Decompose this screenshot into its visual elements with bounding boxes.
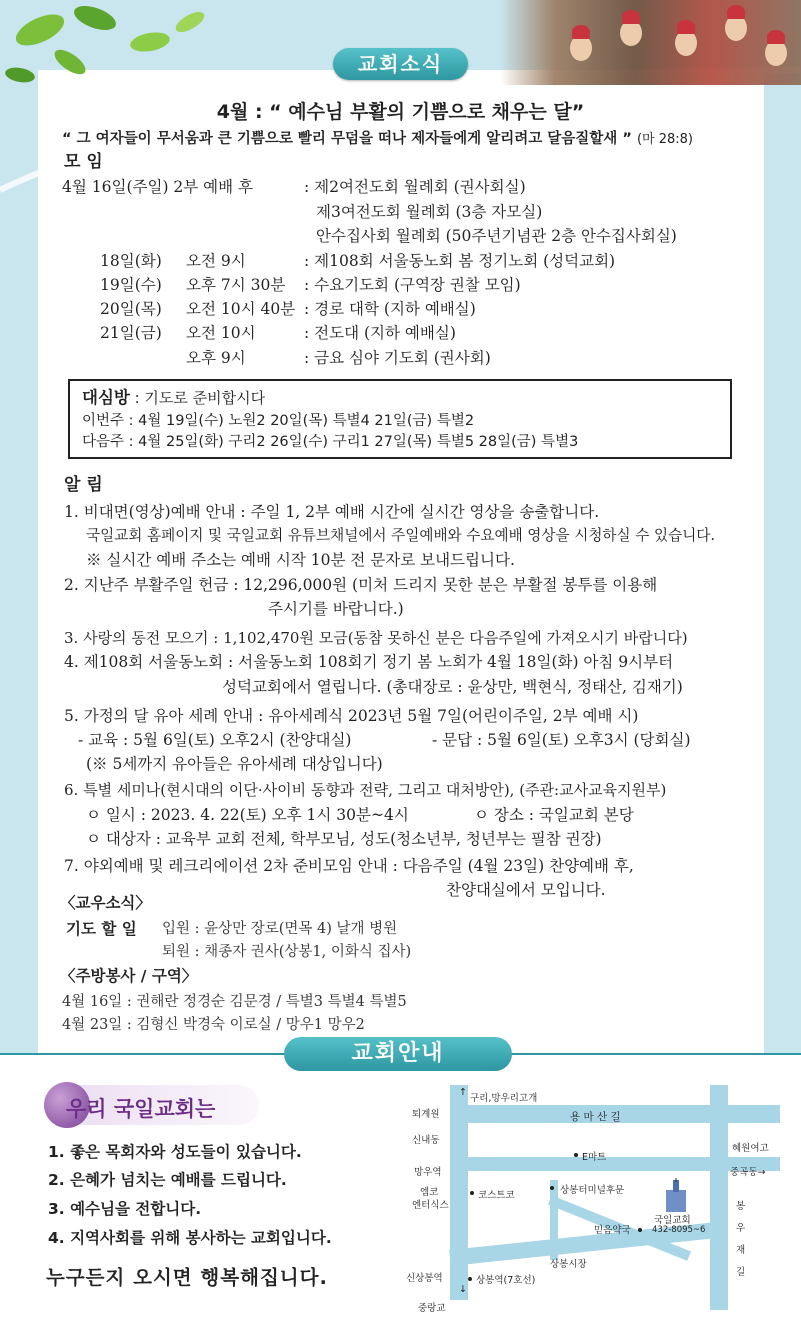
map-label: 재 xyxy=(736,1245,746,1256)
road-east xyxy=(710,1085,728,1310)
emart-marker-icon xyxy=(574,1153,578,1157)
choir-photo xyxy=(500,0,801,85)
notice-line: 성덕교회에서 열립니다. (총대장로 : 윤상만, 백현식, 정태산, 김재기) xyxy=(222,678,683,696)
map-label: 엠코 xyxy=(420,1187,439,1198)
church-map xyxy=(400,1080,800,1328)
page-title: 교회소식 xyxy=(333,48,468,80)
meeting-time: 오전 9시 xyxy=(186,252,246,270)
meeting-desc: : 경로 대학 (지하 예배실) xyxy=(304,300,476,318)
arrow-up-icon: ↑ xyxy=(459,1087,467,1098)
visit-subtitle: : 기도로 준비합시다 xyxy=(134,389,266,407)
meeting-desc: : 제108회 서울동노회 봄 정기노회 (성덕교회) xyxy=(304,252,616,270)
meeting-desc: 안수집사회 월례회 (50주년기념관 2층 안수집사회실) xyxy=(316,227,677,245)
map-label: 432-8095~6 xyxy=(652,1225,706,1235)
arrow-down-icon: ↓ xyxy=(459,1284,467,1295)
notice-line: ㅇ 일시 : 2023. 4. 22(토) 오후 1시 30분~4시 xyxy=(86,806,409,824)
map-label: 퇴계원 xyxy=(412,1109,440,1120)
meeting-desc: : 제2여전도회 월례회 (권사회실) xyxy=(304,178,526,196)
notice-line: 6. 특별 세미나(현시대의 이단·사이비 동향과 전략, 그리고 대처방안), (주관:교사교육지원부) xyxy=(64,781,667,799)
meeting-date: 21일(금) xyxy=(100,324,162,342)
visit-next-week: 다음주 : 4월 25일(화) 구리2 26일(수) 구리1 27일(목) 특별5 28일(금) 특별3 xyxy=(82,434,579,450)
meeting-date: 19일(수) xyxy=(100,276,162,294)
map-label: 봉 xyxy=(736,1201,746,1212)
feature-item: 1. 좋은 목회자와 성도들이 있습니다. xyxy=(48,1143,302,1161)
meeting-time: 오전 10시 40분 xyxy=(186,300,296,318)
map-label: 용 마 산 길 xyxy=(570,1111,621,1123)
meeting-date: 18일(화) xyxy=(100,252,162,270)
meeting-date: 20일(목) xyxy=(100,300,162,318)
map-label: 엔터식스 xyxy=(412,1200,449,1211)
discharge-line: 퇴원 : 채종자 권사(상봉1, 이화식 집사) xyxy=(162,944,412,960)
map-label: 혜원여고 xyxy=(732,1143,769,1154)
verse-text: “ 그 여자들이 무서움과 큰 기쁨으로 빨리 무덤을 떠나 제자들에게 알리려고 달음질할새 ” xyxy=(62,131,632,147)
month-theme: 4월 : “ 예수님 부활의 기쁨으로 채우는 달” xyxy=(216,101,585,123)
terminal-marker-icon xyxy=(550,1186,554,1190)
notice-line: ㅇ 장소 : 국일교회 본당 xyxy=(474,806,634,824)
notice-line: 국일교회 홈페이지 및 국일교회 유튜브채널에서 주일예배와 수요예배 영상을 시청하실 수 있습니다. xyxy=(86,527,716,544)
pharmacy-marker-icon xyxy=(638,1228,642,1232)
kitchen-row: 4월 23일 : 김형신 박경숙 이로실 / 망우1 망우2 xyxy=(62,1017,365,1033)
map-label: 구리,망우리고개 xyxy=(470,1093,538,1104)
map-label: E마트 xyxy=(582,1152,607,1163)
bible-verse xyxy=(62,127,693,148)
road-market xyxy=(550,1180,558,1260)
meeting-desc: : 수요기도회 (구역장 권찰 모임) xyxy=(304,276,521,294)
notice-line: 4. 제108회 서울동노회 : 서울동노회 108회기 정기 봄 노회가 4월 18일(화) 아침 9시부터 xyxy=(64,653,674,671)
notice-line: 5. 가정의 달 유아 세례 안내 : 유아세례식 2023년 5월 7일(어린이주일, 2부 예배 시) xyxy=(64,707,639,725)
meetings-heading: 모 임 xyxy=(64,152,103,172)
meeting-desc: : 금요 심야 기도회 (권사회) xyxy=(304,349,491,367)
notice-line: 3. 사랑의 동전 모으기 : 1,102,470원 모금(동참 못하신 분은 다음주일에 가져오시기 바랍니다) xyxy=(64,629,688,647)
notices-heading: 알 림 xyxy=(64,475,103,495)
notice-line: - 문답 : 5월 6일(토) 오후3시 (당회실) xyxy=(432,731,691,749)
visit-title-line xyxy=(82,388,265,408)
notice-line: 1. 비대면(영상)예배 안내 : 주일 1, 2부 예배 시간에 실시간 영상을 송출합니다. xyxy=(64,503,600,521)
meeting-desc: 제3여전도회 월례회 (3층 자모실) xyxy=(316,203,543,221)
church-news-heading: 〈교우소식〉 xyxy=(60,894,151,912)
notice-line: 찬양대실에서 모입니다. xyxy=(446,881,606,899)
leaves-decoration xyxy=(0,0,230,95)
map-label: 신내동 xyxy=(412,1135,440,1146)
map-label: 상봉역(7호선) xyxy=(476,1275,536,1286)
admit-line: 입원 : 윤상만 장로(면목 4) 날개 병원 xyxy=(162,921,398,937)
guide-title: 교회안내 xyxy=(284,1037,512,1071)
map-label: 망우역 xyxy=(414,1167,442,1178)
notice-line: 7. 야외예배 및 레크리에이션 2차 준비모임 안내 : 다음주일 (4월 23일) 찬양예배 후, xyxy=(64,857,634,875)
verse-reference: (마 28:8) xyxy=(636,132,693,147)
map-label: 중랑교 xyxy=(418,1303,446,1314)
meeting-date: 4월 16일(주일) 2부 예배 후 xyxy=(62,178,254,196)
kitchen-heading: 〈주방봉사 / 구역〉 xyxy=(60,967,198,985)
prayer-label: 기도 할 일 xyxy=(66,920,137,938)
meeting-desc: : 전도대 (지하 예배실) xyxy=(304,324,456,342)
meeting-time: 오전 10시 xyxy=(186,324,256,342)
visit-title: 대심방 xyxy=(82,388,130,407)
map-label: 상봉터미널후문 xyxy=(560,1185,625,1196)
notice-line: ㅇ 대상자 : 교육부 교회 전체, 학부모님, 성도(청소년부, 청년부는 필참 권장) xyxy=(86,830,602,848)
notice-line: (※ 5세까지 유아들은 유아세례 대상입니다) xyxy=(86,755,383,773)
feature-item: 4. 지역사회를 위해 봉사하는 교회입니다. xyxy=(48,1229,332,1247)
feature-item: 3. 예수님을 전합니다. xyxy=(48,1200,202,1218)
map-label: 신상봉역 xyxy=(406,1273,443,1284)
notice-line: 2. 지난주 부활주일 헌금 : 12,296,000원 (미처 드리지 못한 분은 부활절 봉투를 이용해 xyxy=(64,576,658,594)
church-title: 우리 국일교회는 xyxy=(66,1097,216,1121)
meeting-time: 오후 9시 xyxy=(186,349,246,367)
kitchen-row: 4월 16일 : 권해란 정경순 김문경 / 특별3 특별4 특별5 xyxy=(62,994,407,1010)
meeting-time: 오후 7시 30분 xyxy=(186,276,286,294)
feature-item: 2. 은혜가 넘치는 예배를 드립니다. xyxy=(48,1171,287,1189)
slogan: 누구든지 오시면 행복해집니다. xyxy=(46,1266,328,1289)
map-label: 길 xyxy=(736,1267,746,1278)
map-label: 우 xyxy=(736,1223,746,1234)
map-label: 상봉시장 xyxy=(550,1259,587,1270)
notice-line: ※ 실시간 예배 주소는 예배 시작 10분 전 문자로 보내드립니다. xyxy=(86,551,515,569)
map-label: 중곡동→ xyxy=(730,1167,766,1178)
notice-line: 주시기를 바랍니다.) xyxy=(268,600,404,618)
costco-marker-icon xyxy=(470,1191,474,1195)
map-label: 믿음약국 xyxy=(594,1225,631,1236)
notice-line: - 교육 : 5월 6일(토) 오후2시 (찬양대실) xyxy=(78,731,352,749)
map-label: 국일교회 xyxy=(654,1215,691,1226)
church-building-icon xyxy=(662,1178,690,1214)
visit-this-week: 이번주 : 4월 19일(수) 노원2 20일(목) 특별4 21일(금) 특별2 xyxy=(82,413,475,429)
station-marker-icon xyxy=(468,1277,472,1281)
map-label: 코스트코 xyxy=(478,1190,515,1201)
